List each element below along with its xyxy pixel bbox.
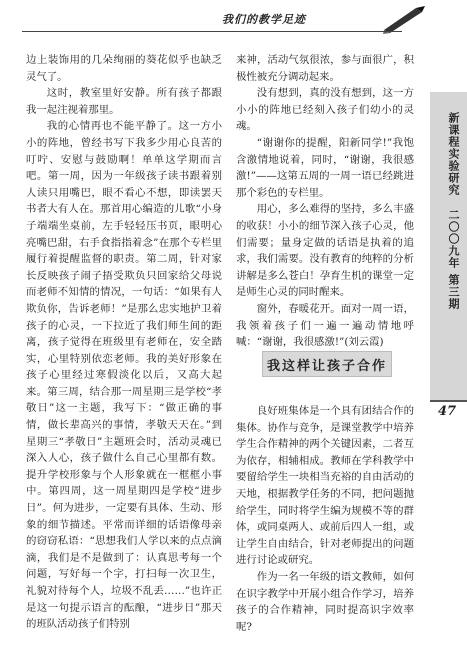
journal-name: 新课程实验研究 — [447, 112, 460, 196]
header-rule — [22, 31, 402, 32]
right-column-paragraph: 没有想到，真的没有想到，这一方小小的阵地已经刻入孩子们幼小的灵魂。 — [236, 87, 414, 133]
section-body — [236, 403, 414, 635]
left-column — [26, 52, 222, 633]
section-body-paragraph: 良好班集体是一个具有团结合作的集体。协作与竞争，是课堂教学中培养学生合作精神的两个关键因素，二者互为依存，相辅相成。教师在学科教学中要留给学生一块相当充裕的自由活动的天地，根据教学任务的不同，把问题抛给学生，同时将学生编为规模不等的群体，或同桌两人、或前后四人一组，或让学生自由结合，针对老师提出的问题进行讨论或研究。 — [236, 405, 414, 567]
right-column-paragraph: 来神，活动气氛很浓，参与面很广，积极性被充分调动起来。 — [236, 54, 414, 83]
left-column-paragraph: 这时，教室里好安静。所有孩子都跟我一起注视着那里。 — [26, 87, 222, 116]
page-number: 47 — [437, 404, 457, 419]
side-journal-info — [437, 112, 459, 318]
pen-icon — [382, 4, 426, 34]
section-title: 我这样让孩子合作 — [266, 358, 387, 374]
page-number-rule — [430, 400, 467, 402]
right-column-paragraph: 用心，多么难得的坚持，多么丰盛的收获！小小的细节深入孩子心灵，他们需要；量身定做的话语是执着的追求，我们需要。没有教育的纯粹的分析讲解是多么苍白！孕育生机的课堂一定是师生心灵的同时醒来。 — [236, 203, 414, 299]
right-column-paragraph: 窗外，春暖花开。面对一周一语，我领着孩子们一遍一遍动情地呼喊：“谢谢，我很感激!”(刘云霞) — [236, 302, 414, 349]
left-column-paragraph: 边上装饰用的几朵绚丽的葵花似乎也缺乏灵气了。 — [26, 54, 222, 83]
page-header — [0, 0, 467, 48]
right-column — [236, 52, 414, 351]
section-heading-box — [262, 351, 392, 377]
header-title: 我们的教学足迹 — [222, 13, 306, 26]
left-column-paragraph: 我的心情再也不能平静了。这一方小小的阵地，曾经书写下我多少用心良苦的叮咛、安慰与鼓励啊！单单这学期而言吧。第一周，因为一年级孩子读书跟着别人读只用嘴巴，眼不看心不想，即读罢天书者大有人在。那首用心编造的儿歌“小身子端端坐桌前，左手轻轻压书页，眼明心亮嘴巴甜，右手食指指着念”在那个专栏里履行着提醒监督的职责。第二周，针对家长反映孩子闹子捂受欺负只回家给父母说而老师不知情的情况，一句话：“如果有人欺负你，告诉老师！”是那么忠实地护卫着孩子的心灵，一下拉近了我们师生间的距离，孩子觉得在班级里有老师在，安全踏实，心里特别依恋老师。我的美好形象在孩子心里经过寒假淡化以后，又高大起来。第三周，结合那一周星期三是学校“孝敬日”这一主题，我写下：“做正确的事情，做长辈高兴的事情，孝敬天天在。”到星期三“孝敬日”主题班会时，活动灵魂已深入人心，孩子做什么自己心里都有数。提升学校形象与个人形象就在一框框小事中。第四周，这一周星期四是学校“进步日”。何为进步，一定要有具体、生动、形象的细节描述。平常而详细的话语像母亲的窃窃私语：“思想我们人学以来的点点滴滴，我们是不是做到了：认真思考每一个问题，写好每一个字，打扫每一次卫生，礼貌对待每个人，垃圾不乱丢……”也许正是这一句提示语言的酝酿，“进步日”那天的班队活动孩子们特别 — [26, 120, 222, 631]
section-body-paragraph: 作为一名一年级的语文教师，如何在识字教学中开展小组合作学习，培养孩子的合作精神，同时提高识字效率呢? — [236, 570, 414, 633]
journal-issue: 二〇〇九年 第三期 — [447, 208, 460, 310]
right-column-paragraph: “谢谢你的提醒，阳新同学!”我饱含激情地说着，同时，“谢谢，我很感激!”——这第五周的一周一语已经跳进那个彩色的专栏里。 — [236, 136, 414, 199]
